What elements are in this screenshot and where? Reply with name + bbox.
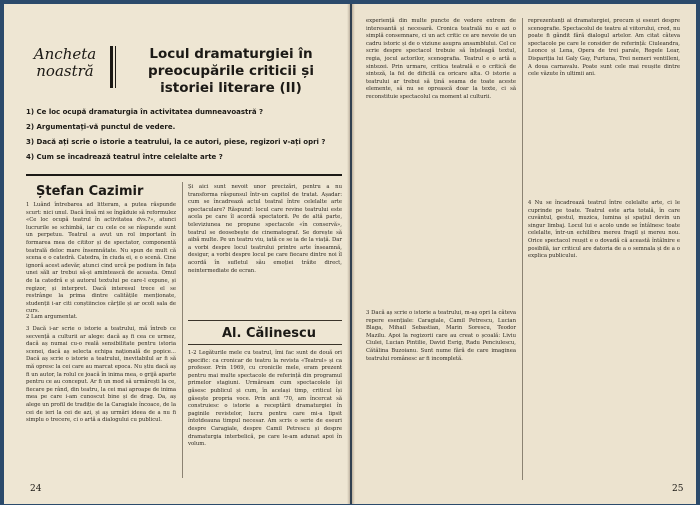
- answer-cazimir-4: Și aici sunt nevoit unor precizări, pentru a nu transforma răspunsul într-un capitol de tratat. Așadar: cum se încadrează actul teatral între celelalte arte spectaculare? Răspund: locul care revine teatrului este acela pe care îl acordă spectatorii. Pe de altă parte, televiziunea ne propune spectacole «în conservă», teatrul se deosebește de cinematograf. Se dorește să aibă multe. Pe un teatru viu, iată ce se ia de la viață. Dar a vorbi despre locul teatrului printre arte înseamnă, desigur, a vorbi despre locul pe care fiecare dintre noi îl acordă în sufletul său emoției trăite direct, neintermediate de ecran.: [188, 184, 342, 274]
- right-page: [352, 4, 696, 504]
- right-column-2-bottom: 4 Nu se încadrează teatrul între celelalte arte, ci le cuprinde pe toate. Teatrul este arta totală, în care cuvântul, gestul, muzica, lumina și spațiul devin un singur limbaj. Locul lui e acolo unde se întâlnesc toate celelalte, într-un echilibru mereu fragil și mereu nou. Orice spectacol reușit e o dovadă că această întâlnire e posibilă, iar criticul are datoria de a o semnala și de a o explica publicului.: [528, 200, 680, 260]
- author-separator-2: [188, 344, 342, 345]
- questions-rule: [26, 174, 342, 176]
- book-gutter: [347, 4, 355, 504]
- article-title: Locul dramaturgiei în preocupările criticii și istoriei literare (II): [148, 46, 314, 96]
- rubric-label: [26, 46, 104, 80]
- answer-cazimir-2: 2 Lam argumentat.: [26, 314, 78, 320]
- answer-cazimir-1: 1 Luând întrebarea ad litteram, a putea răspunde scurt: nici unul. Dacă însă mi se îngăduie să reformulez «Ce loc ocupă teatrul în activitatea dvs.?», atunci lucrurile se schimbă, iar cu cele ce se răspunde sunt un perpetuu. Teatrul a avut un rol important în formarea mea de cititor și de spectator, componentă teatrală deloc mare însemnătate. Nu spun de mult că scena e o catedră. Catedra, în ciuda ei, e o scenă. Cine ignoră acest adevăr, atunci cind urcă pe podium în fața unei săli ar trebui să-și amintească de aceasta. Omul de la catedră e și autorul textului pe care-l expune, și regizor, și interpret. Dacă interesul trece el se restrânge la prima dintre calitățile menționate, studenții i-ar citi conștiincios cărțile și ar ocoli sala de curs.: [26, 202, 176, 315]
- author-separator: [188, 320, 342, 321]
- right-column-rule: [522, 18, 523, 480]
- header-divider-thick: [110, 46, 113, 88]
- answer-cazimir-3: 3 Dacă i-ar scrie o istorie a teatrului, mă întreb ce secvență a culturii ar alege: dacă aș fi cea ce urmez, dacă aș numai cu-o reală sensibilitate pentru istoria scenei, dacă aș selecta echipa națională de popice... Dacă aș scrie o istorie a teatrului, inevitabilul ar fi să mă opresc la cei care au marcat epoca. Nu știu dacă aș fi un autor, la rolul ce joacă în inima mea, o grijă aparte pentru ce au conceput. Ar fi un mod să urmărești la ce, fiecare pe rând, din teatru, la cei mai aproape de inima mea pe care i-am cunoscut bine și de drag. Da, aș alege un profil de tradiție de la Caragiale încoace, de la cei de ieri la cei de azi, și aș urmări ideea de a nu fi simplu o trecere, ci o artă a dialogului cu publicul.: [26, 326, 176, 424]
- right-column-1-top: experiență din multe puncte de vedere extrem de interesantă și necesară. Cronica teatrală nu e azi o simplă consemnare, ci un act critic ce are nevoie de un cadru istoric și de o viziune asupra ansamblului. Cel ce scrie despre spectacol trebuie să înțeleagă textul, regia, jocul actorilor, scenografia. Teatrul e o artă a sintezei. Prin urmare, critica teatrală e o critică de sinteză, la fel de dificilă ca oricare alta. O istorie a teatrului ar trebui să țină seama de toate aceste elemente, să nu se oprească doar la texte, ci să reconstituie spectacolul ca moment al culturii.: [366, 18, 516, 100]
- right-column-2-top: reprezentanți ai dramaturgiei, precum și eseuri despre scenografie. Spectacolul de teatru al viitorului, cred, nu poate fi gândit fără dialogul artelor. Am citat câteva spectacole pe care le consider de referință: Ciuleandra, Leonce și Lena, Opera de trei parale, Regele Lear, Dispariția lui Galy Gay, Furtuna, Trei nemeri ventilleni, A doua carnavalu. Poate sunt cele mai reușite dintre cele văzute în ultimii ani.: [528, 18, 680, 78]
- author-name-calinescu: Al. Călinescu: [222, 326, 316, 341]
- author-name-cazimir: Ștefan Cazimir: [36, 184, 144, 199]
- page-number-left: 24: [30, 484, 42, 494]
- question-1: 1) Ce loc ocupă dramaturgia în activitatea dumneavoastră ?: [26, 108, 264, 116]
- column-rule: [182, 182, 183, 478]
- question-4: 4) Cum se încadrează teatrul între celelalte arte ?: [26, 153, 223, 161]
- article-header: [26, 46, 342, 96]
- question-3: 3) Dacă ați scrie o istorie a teatrului, la ce autori, piese, regizori v-ați opri ?: [26, 138, 326, 146]
- page-number-right: 25: [672, 484, 684, 494]
- header-divider-thin: [115, 46, 116, 88]
- right-column-1-bottom: 3 Dacă aș scrie o istorie a teatrului, m-aș opri la câteva repere esențiale: Caragiale, Camil Petrescu, Lucian Blaga, Mihail Sebastian, Marin Sorescu, Teodor Mazilu. Apoi la regizorii care au creat o școală: Liviu Ciulei, Lucian Pintilie, David Esrig, Radu Penciulescu, Cătălina Buzoianu. Sunt nume fără de care imaginea teatrului românesc ar fi incompletă.: [366, 310, 516, 362]
- answer-calinescu-1: 1-2 Legăturile mele cu teatrul, îmi fac sunt de două ori specific: ca cronicar de teatru la revista «Teatrul» și ca profesor. Prin 1969, cu cronicile mele, eram prezent pentru mai multe spectacole de referință din programul primelor stagiuni. Urmăream cum spectacolele își găsesc publicul și cum, în același timp, criticul își găsește propria voce. Prin anii '70, am încercat să construiesc o istorie a receptării dramaturgiei în paginile revistelor, lucru pentru care mi-a lipsit întotdeauna timpul necesar. Am scris o serie de eseuri despre Caragiale, despre Camil Petrescu și despre dramaturgia interbelică, pe care le-am adunat apoi în volum.: [188, 350, 342, 448]
- rubric-line-1: Ancheta: [33, 45, 97, 63]
- question-2: 2) Argumentați-vă punctul de vedere.: [26, 123, 176, 131]
- left-page: [4, 4, 350, 504]
- rubric-line-2: noastră: [36, 62, 94, 80]
- survey-questions: [26, 107, 342, 167]
